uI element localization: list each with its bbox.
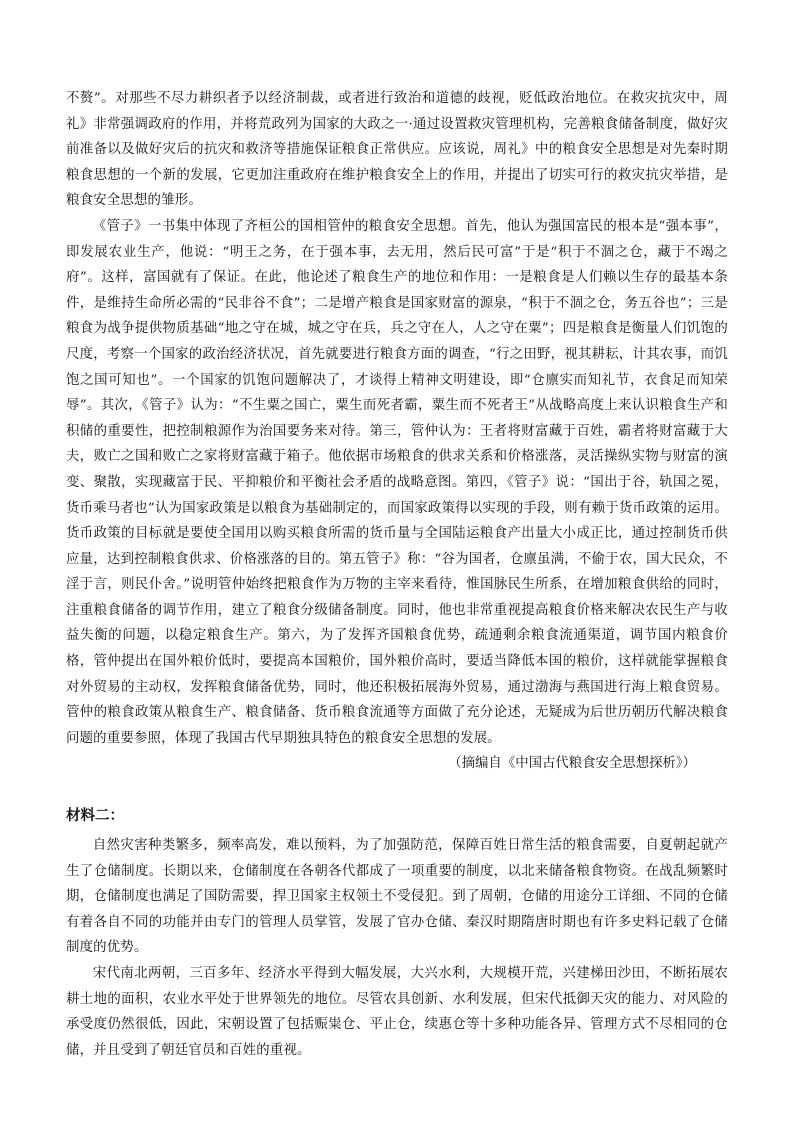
material1-source-citation: （摘编自《中国古代粮食安全思想探析》） (448, 756, 696, 772)
material1-paragraph-2: 《管子》一书集中体现了齐桓公的国相管仲的粮食安全思想。首先，他认为强国富民的根本是“强本事”，即发展农业生产，他说：“明王之务，在于强本事，去无用，然后民可富”于是“积于不涸之仓，藏于不竭之府”。这样，富国就有了保证。在此，他论述了粮食生产的地位和作用：一是粮食是人们赖以生存的最基本条件，是维持生命所必需的“民非谷不食”；二是增产粮食是国家财富的源泉，“积于不涸之仓，务五谷也”；三是粮食为战争提供物质基础“地之守在城，城之守在兵，兵之守在人，人之守在粟”；四是粮食是衡量人们饥饱的尺度，考察一个国家的政治经济状况，首先就要进行粮食方面的调查，“行之田野，视其耕耘，计其农事，而饥饱之国可知也”。一个国家的饥饱问题解决了，才谈得上精神文明建设，即“仓廪实而知礼节，衣食足而知荣辱”。其次，《管子》认为：“不生粟之国亡，粟生而死者霸，粟生而不死者王“从战略高度上来认识粮食生产和积储的重要性，把控制粮源作为治国要务来对待。第三，管仲认为：王者将财富藏于百姓，霸者将财富藏于大夫，败亡之国和败亡之家将财富藏于箱子。他依据市场粮食的供求关系和价格涨落，灵活操纵实物与财富的演变、聚散，实现藏富于民、平抑粮价和平衡社会矛盾的战略意图。第四，《管子》说：“国出于谷，轨国之冕，货币乘马者也”认为国家政策是以粮食为基础制定的，而国家政策得以实现的手段，则有赖于货币政策的运用。货币政策的目标就是要使全国用以购买粮食所需的货币量与全国陆运粮食产出量大小成正比，通过控制货币供应量，达到控制粮食供求、价格涨落的目的。第五管子》称：“谷为国者，仓廪虽满，不偷于农，国大民众，不淫于言，则民仆舍。”说明管仲始终把粮食作为万物的主宰来看待，惟国脉民生所系，在增加粮食供给的同时，注重粮食储备的调节作用，建立了粮食分级储备制度。同时，他也非常重视提高粮食价格来解决农民生产与收益失衡的问题，以稳定粮食生产。第六，为了发挥齐国粮食优势，疏通剩余粮食流通渠道，调节国内粮食价格，管仲提出在国外粮价低时，要提高本国粮价，国外粮价高时，要适当降低本国的粮价，这样就能掌握粮食对外贸易的主动权，发挥粮食储备优势，同时，他还积极拓展海外贸易，通过渤海与燕国进行海上粮食贸易。管仲的粮食政策从粮食生产、粮食储备、货币粮食流通等方面做了充分论述，无疑成为后世历朝历代解决粮食问题的重要参照，体现了我国古代早期独具特色的粮食安全思想的发展。 (66, 218, 728, 746)
document-page (66, 86, 728, 1063)
material2-paragraph-1: 自然灾害种类繁多，频率高发，难以预料，为了加强防范，保障百姓日常生活的粮食需要，自夏朝起就产生了仓储制度。长期以来，仓储制度在各朝各代都成了一项重要的制度，以北来储备粮食物资。在战乱频繁时期，仓储制度也满足了国防需要，捍卫国家主权领土不受侵犯。到了周朝，仓储的用途分工详细、不同的仓储有着各自不同的功能并由专门的管理人员掌管，发展了官办仓储、秦汉时期隋唐时期也有许多史料记载了仓储制度的优势。 (66, 838, 728, 956)
material2-heading: 材料二： (66, 808, 124, 825)
material1-paragraph-1: 不赘”。对那些不尽力耕织者予以经济制裁，或者进行致治和道德的歧视，贬低政治地位。在救灾抗灾中，周礼》非常强调政府的作用，并将荒政列为国家的大政之一·通过设置救灾管理机构，完善粮食储备制度，做好灾前准备以及做好灾后的抗灾和救济等措施保证粮食正常供应。应该说，周礼》中的粮食安全思想是对先秦时期粮食思想的一个新的发展，它更加注重政府在维护粮食安全上的作用，并提出了切实可行的救灾抗灾举措，是粮食安全思想的雏形。 (66, 91, 728, 209)
material2-paragraph-2: 宋代南北两朝，三百多年、经济水平得到大幅发展，大兴水利，大规模开荒，兴建梯田沙田，不断拓展农耕土地的面积，农业水平处于世界领先的地位。尽管农具创新、水利发展，但宋代抵御天灾的能力、对风险的承受度仍然很低，因此，宋朝设置了包括赈粜仓、平止仓，续惠仓等十多种功能各异、管理方式不尽相同的仓储，并且受到了朝廷官员和百姓的重视。 (66, 966, 728, 1058)
